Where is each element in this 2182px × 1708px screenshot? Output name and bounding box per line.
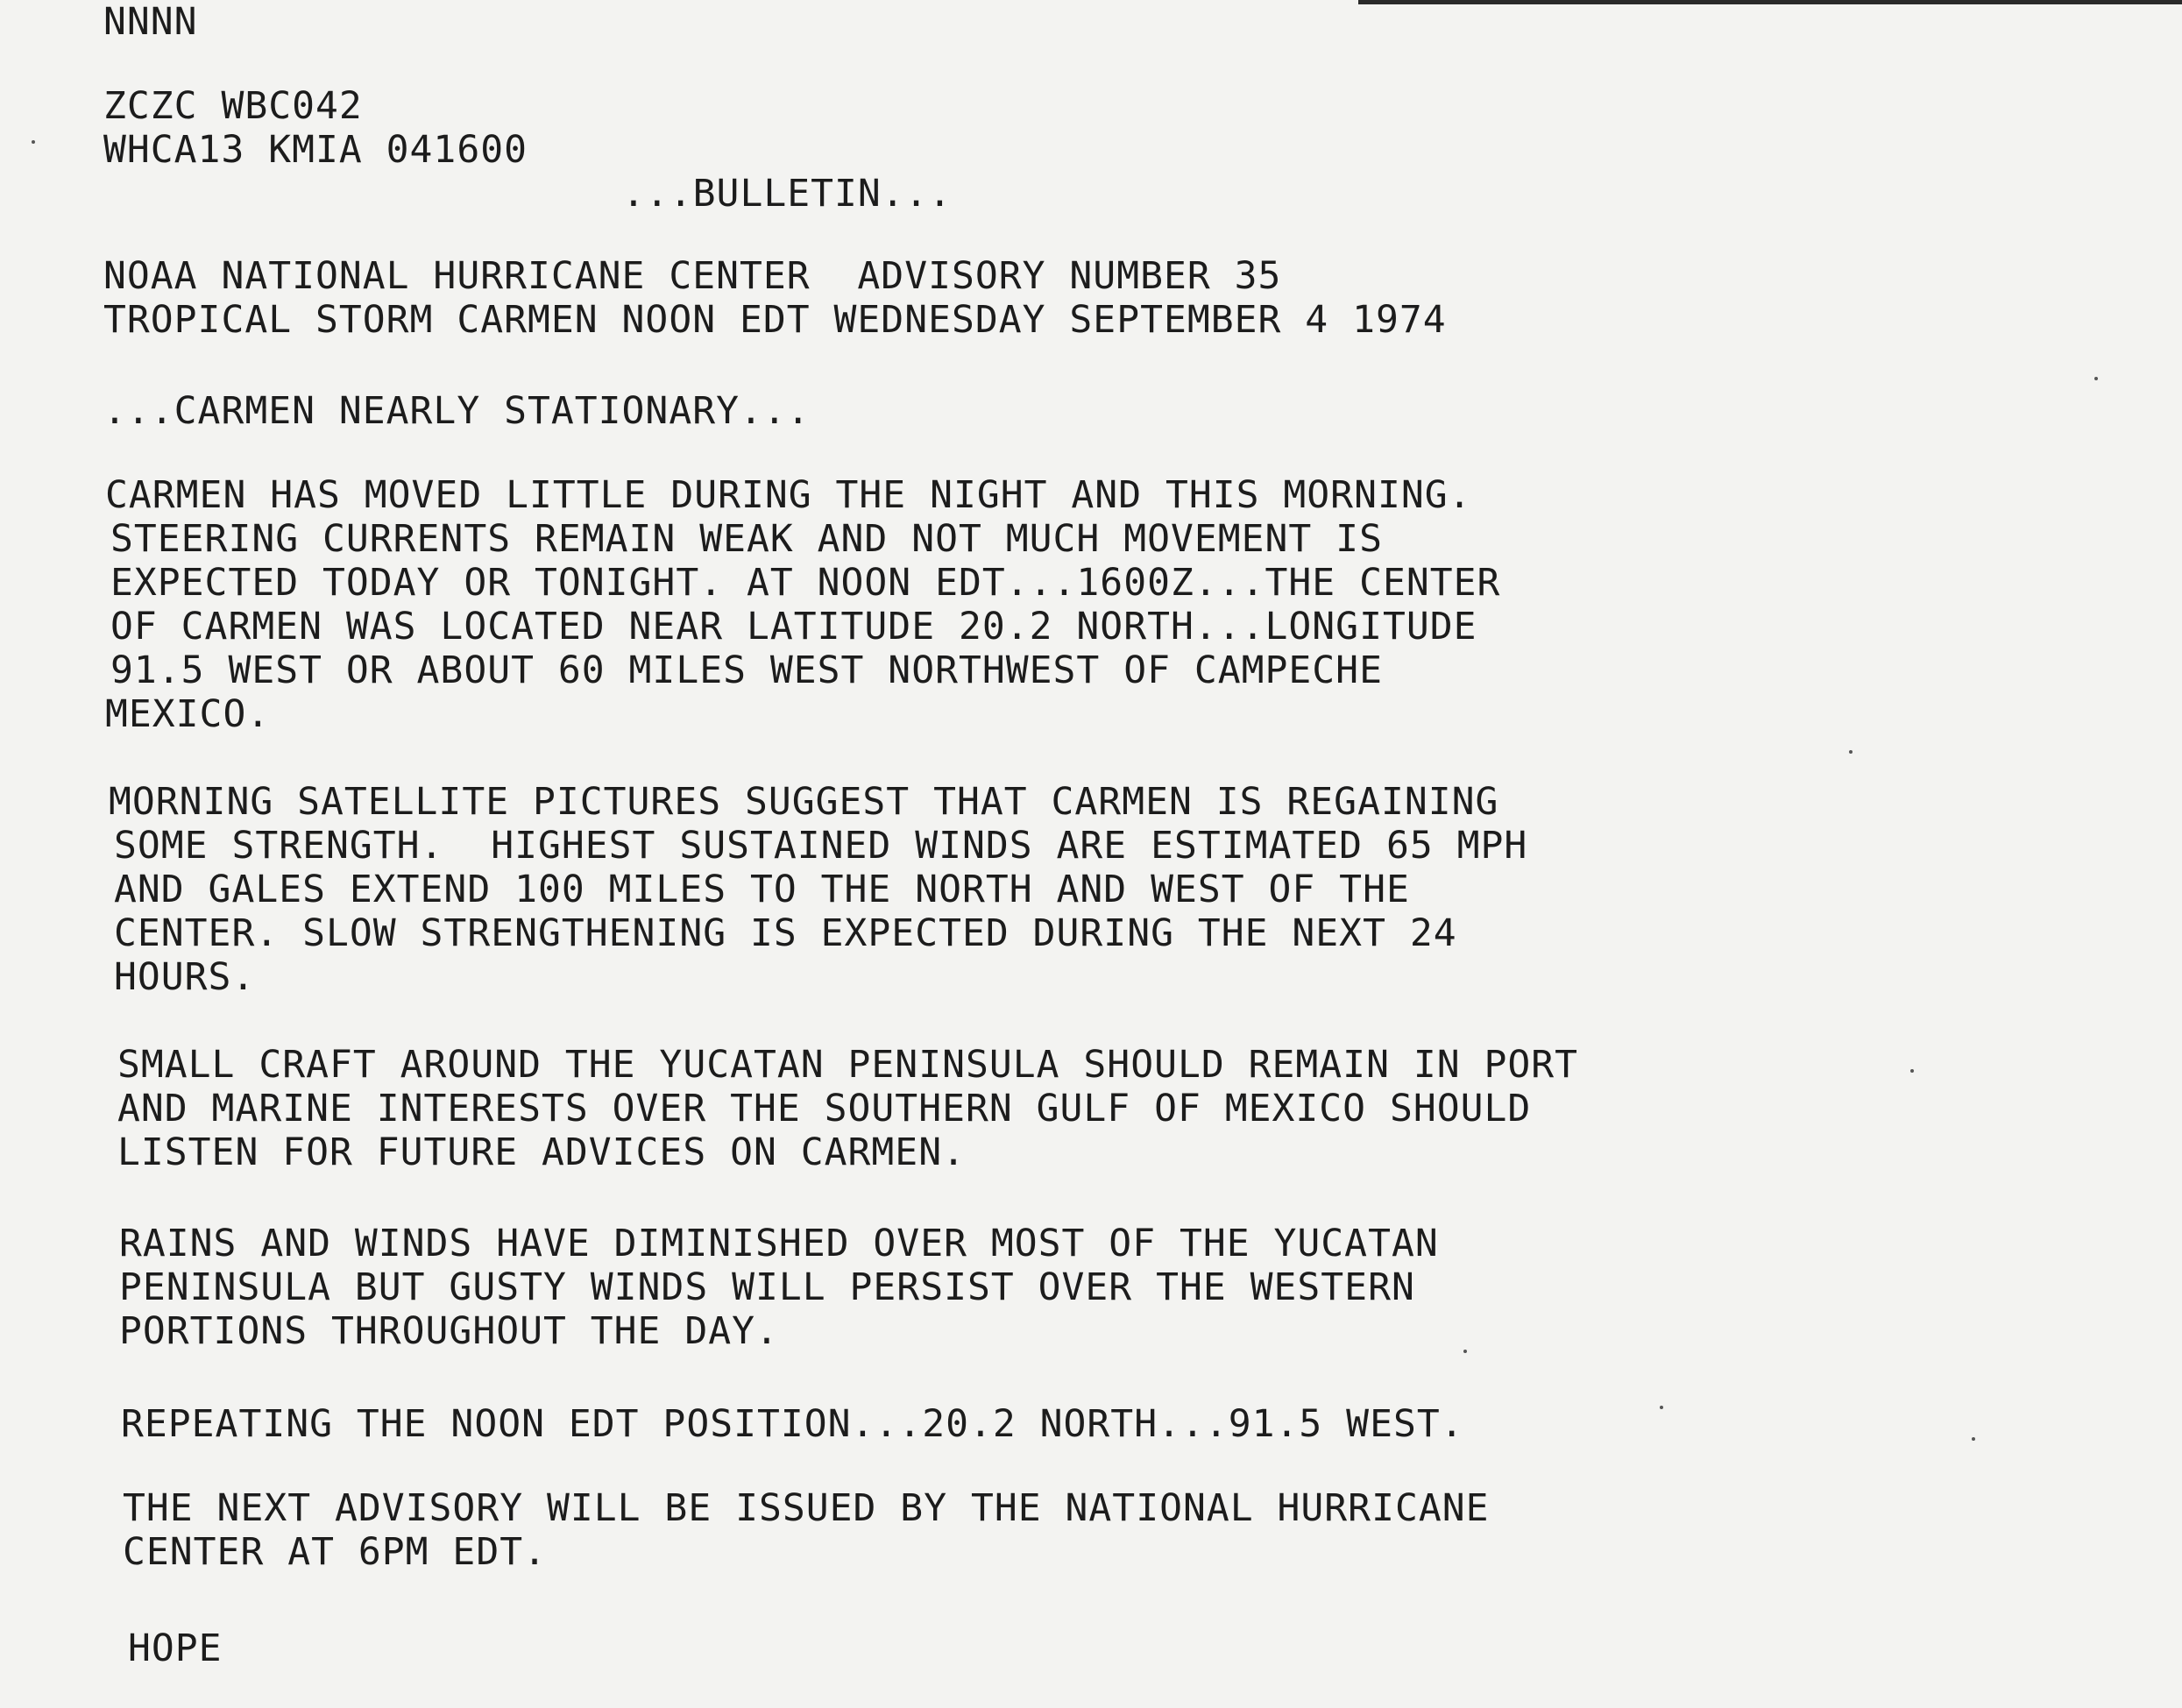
paragraph-1-line-6: MEXICO. [105,692,271,736]
paragraph-3-line-3: LISTEN FOR FUTURE ADVICES ON CARMEN. [117,1130,966,1174]
storm-date-line: TROPICAL STORM CARMEN NOON EDT WEDNESDAY SEPTEMBER 4 1974 [103,298,1447,342]
scan-speck [32,140,35,144]
paragraph-2-line-3: AND GALES EXTEND 100 MILES TO THE NORTH AND WEST OF THE [114,868,1410,911]
page-top-edge [1358,0,2182,4]
paragraph-4-line-1: RAINS AND WINDS HAVE DIMINISHED OVER MOST OF THE YUCATAN [119,1222,1439,1265]
paragraph-1-line-4: OF CARMEN WAS LOCATED NEAR LATITUDE 20.2 NORTH...LONGITUDE [110,605,1477,648]
paragraph-1-line-5: 91.5 WEST OR ABOUT 60 MILES WEST NORTHWEST OF CAMPECHE [110,648,1383,692]
scan-speck [1849,750,1853,754]
next-advisory-line-1: THE NEXT ADVISORY WILL BE ISSUED BY THE NATIONAL HURRICANE [123,1486,1490,1530]
next-advisory-line-2: CENTER AT 6PM EDT. [123,1530,547,1574]
scan-speck [1910,1069,1914,1073]
paragraph-1-line-3: EXPECTED TODAY OR TONIGHT. AT NOON EDT...1600Z...THE CENTER [110,561,1501,605]
paragraph-3-line-1: SMALL CRAFT AROUND THE YUCATAN PENINSULA SHOULD REMAIN IN PORT [117,1043,1579,1087]
bulletin-heading: ...BULLETIN... [622,172,953,216]
paragraph-3-line-2: AND MARINE INTERESTS OVER THE SOUTHERN GULF OF MEXICO SHOULD [117,1087,1532,1130]
paragraph-4-line-3: PORTIONS THROUGHOUT THE DAY. [119,1309,779,1353]
paragraph-2-line-5: HOURS. [114,955,256,999]
paragraph-4-line-2: PENINSULA BUT GUSTY WINDS WILL PERSIST OVER THE WESTERN [119,1265,1415,1309]
header-code-line: WHCA13 KMIA 041600 [103,128,528,172]
paragraph-2-line-4: CENTER. SLOW STRENGTHENING IS EXPECTED DURING THE NEXT 24 [114,911,1457,955]
forecaster-signature: HOPE [128,1626,223,1670]
paragraph-2-line-1: MORNING SATELLITE PICTURES SUGGEST THAT CARMEN IS REGAINING [109,780,1499,824]
paragraph-2-line-2: SOME STRENGTH. HIGHEST SUSTAINED WINDS ARE ESTIMATED 65 MPH [114,824,1528,868]
position-repeat-line: REPEATING THE NOON EDT POSITION...20.2 NORTH...91.5 WEST. [121,1402,1464,1446]
headline: ...CARMEN NEARLY STATIONARY... [103,389,811,433]
paragraph-1-line-1: CARMEN HAS MOVED LITTLE DURING THE NIGHT AND THIS MORNING. [105,473,1472,517]
message-id-line: ZCZC WBC042 [103,84,363,128]
scan-speck [2094,377,2098,380]
scan-speck [1972,1437,1975,1441]
scan-speck [1463,1350,1467,1353]
advisory-title-line: NOAA NATIONAL HURRICANE CENTER ADVISORY NUMBER 35 [103,254,1282,298]
end-of-message-marker: NNNN [103,0,198,44]
paragraph-1-line-2: STEERING CURRENTS REMAIN WEAK AND NOT MUCH MOVEMENT IS [110,517,1383,561]
scan-speck [1660,1406,1663,1409]
